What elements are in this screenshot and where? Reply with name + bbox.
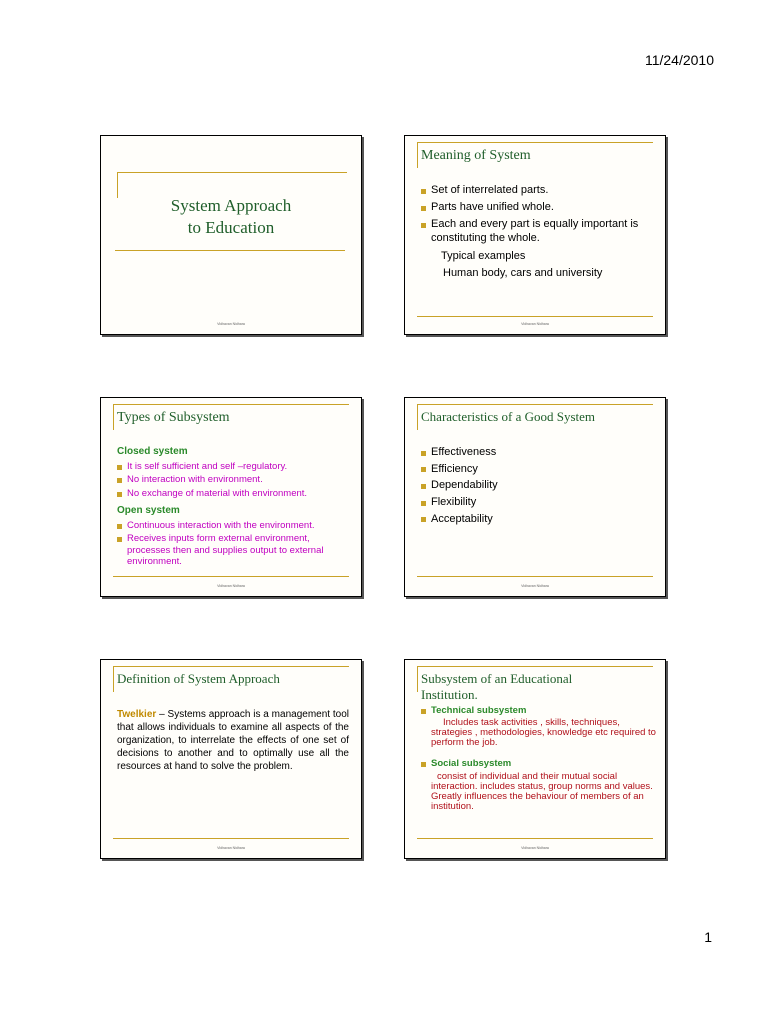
definition-text bbox=[117, 708, 349, 773]
example-text: Human body, cars and university bbox=[443, 267, 603, 279]
social-subsystem-text: consist of individual and their mutual social interaction. includes status, group norms and values. Greatly influences the behaviour of members of an institution. bbox=[431, 770, 653, 812]
slide-characteristics bbox=[404, 397, 666, 597]
list-item: Set of interrelated parts. bbox=[421, 184, 657, 197]
list-item bbox=[421, 758, 657, 811]
slide-meaning-of-system bbox=[404, 135, 666, 335]
page-number: 1 bbox=[704, 929, 712, 945]
list-item: It is self sufficient and self –regulatory. bbox=[117, 461, 349, 472]
social-subsystem-label: Social subsystem bbox=[431, 758, 512, 770]
slide-footer: Vidhavan Nidhara bbox=[521, 846, 549, 850]
slide-heading: Characteristics of a Good System bbox=[421, 409, 596, 424]
slide-title bbox=[100, 135, 362, 335]
list-item: Effectiveness bbox=[421, 446, 657, 459]
slide-educational-subsystems bbox=[404, 659, 666, 859]
list-item: Each and every part is equally important is constituting the whole. bbox=[421, 218, 657, 244]
slide-heading: Types of Subsystem bbox=[117, 410, 230, 425]
list-item: Receives inputs form external environment, processes then and supplies output to external environment. bbox=[117, 533, 349, 567]
subsystem-list bbox=[421, 705, 657, 812]
list-item: Dependability bbox=[421, 479, 657, 492]
example-heading: Typical examples bbox=[441, 250, 526, 262]
list-item: Continuous interaction with the environment. bbox=[117, 520, 349, 531]
open-system-label: Open system bbox=[117, 505, 180, 516]
slide-heading: Definition of System Approach bbox=[117, 671, 280, 686]
list-item: Efficiency bbox=[421, 463, 657, 476]
closed-system-label: Closed system bbox=[117, 446, 188, 457]
slide-types-of-subsystem bbox=[100, 397, 362, 597]
slide-footer: Vidhavan Nidhara bbox=[521, 322, 549, 326]
slide-footer: Vidhavan Nidhara bbox=[217, 322, 245, 326]
title-line-2: to Education bbox=[187, 218, 275, 237]
slide-footer: Vidhavan Nidhara bbox=[521, 584, 549, 588]
slide-footer: Vidhavan Nidhara bbox=[217, 584, 245, 588]
technical-subsystem-label: Technical subsystem bbox=[431, 705, 527, 716]
list-item: Acceptability bbox=[421, 513, 657, 526]
slide-heading-line-2: Institution. bbox=[421, 687, 478, 702]
definition-body: – Systems approach is a management tool that allows individuals to examine all aspects of the organization, to interrelate the effects of one set of decisions to another and to optimally use all the resources at hand to solve the problem. bbox=[117, 709, 350, 772]
bullet-list bbox=[421, 184, 657, 245]
list-item: No interaction with environment. bbox=[117, 474, 349, 485]
slide-heading-line-1: Subsystem of an Educational bbox=[421, 671, 573, 686]
list-item: No exchange of material with environment. bbox=[117, 488, 349, 499]
slide-heading: Meaning of System bbox=[421, 148, 531, 163]
definition-author: Twelkier bbox=[117, 709, 157, 720]
bullet-list bbox=[421, 446, 657, 526]
slide-footer: Vidhavan Nidhara bbox=[217, 846, 245, 850]
list-item: Parts have unified whole. bbox=[421, 201, 657, 214]
closed-system-list bbox=[117, 461, 349, 499]
technical-subsystem-text: Includes task activities , skills, techniques, strategies , methodologies, knowledge etc required to perform the job. bbox=[431, 717, 656, 749]
page-date: 11/24/2010 bbox=[644, 52, 714, 68]
slide-definition bbox=[100, 659, 362, 859]
list-item: Flexibility bbox=[421, 496, 657, 509]
title-line-1: System Approach bbox=[170, 196, 292, 215]
list-item bbox=[421, 705, 657, 748]
open-system-list bbox=[117, 520, 349, 568]
